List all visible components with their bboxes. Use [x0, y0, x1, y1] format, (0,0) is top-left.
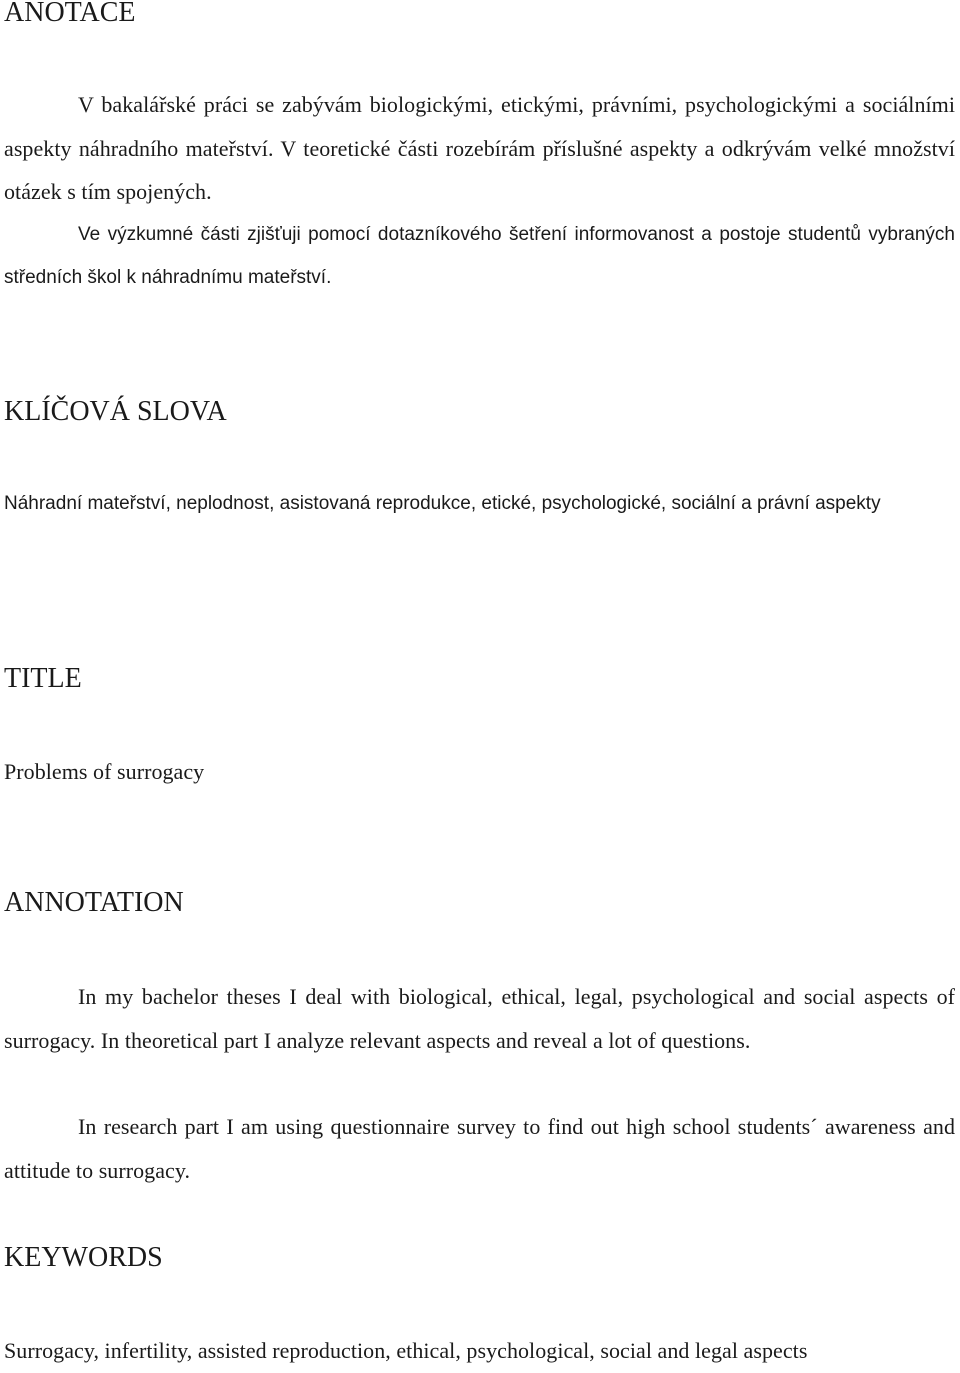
klicova-slova-heading: KLÍČOVÁ SLOVA	[4, 396, 227, 427]
keywords-heading: KEYWORDS	[4, 1242, 163, 1273]
keywords-text: Surrogacy, infertility, assisted reproduction, ethical, psychological, social and legal aspects	[4, 1338, 808, 1363]
anotace-paragraph-1: V bakalářské práci se zabývám biologickými, etickými, právními, psychologickými a sociálními aspekty náhradního mateřství. V teoretické části rozebírám příslušné aspekty a odkrývám velké množství otázek s tím spojených.	[4, 92, 955, 204]
annotation-paragraph-1: In my bachelor theses I deal with biological, ethical, legal, psychological and social aspects of surrogacy. In theoretical part I analyze relevant aspects and reveal a lot of questions.	[4, 984, 955, 1053]
klicova-slova-text: Náhradní mateřství, neplodnost, asistovaná reprodukce, etické, psychologické, sociální a právní aspekty	[4, 493, 881, 514]
annotation-heading: ANNOTATION	[4, 887, 184, 918]
anotace-heading: ANOTACE	[4, 0, 136, 28]
title-heading: TITLE	[4, 663, 82, 694]
annotation-paragraph-2: In research part I am using questionnaire survey to find out high school students´ awareness and attitude to surrogacy.	[4, 1114, 955, 1183]
anotace-paragraph-2: Ve výzkumné části zjišťuji pomocí dotazníkového šetření informovanost a postoje studentů vybraných středních škol k náhradnímu mateřství.	[4, 224, 955, 288]
title-text: Problems of surrogacy	[4, 759, 205, 784]
